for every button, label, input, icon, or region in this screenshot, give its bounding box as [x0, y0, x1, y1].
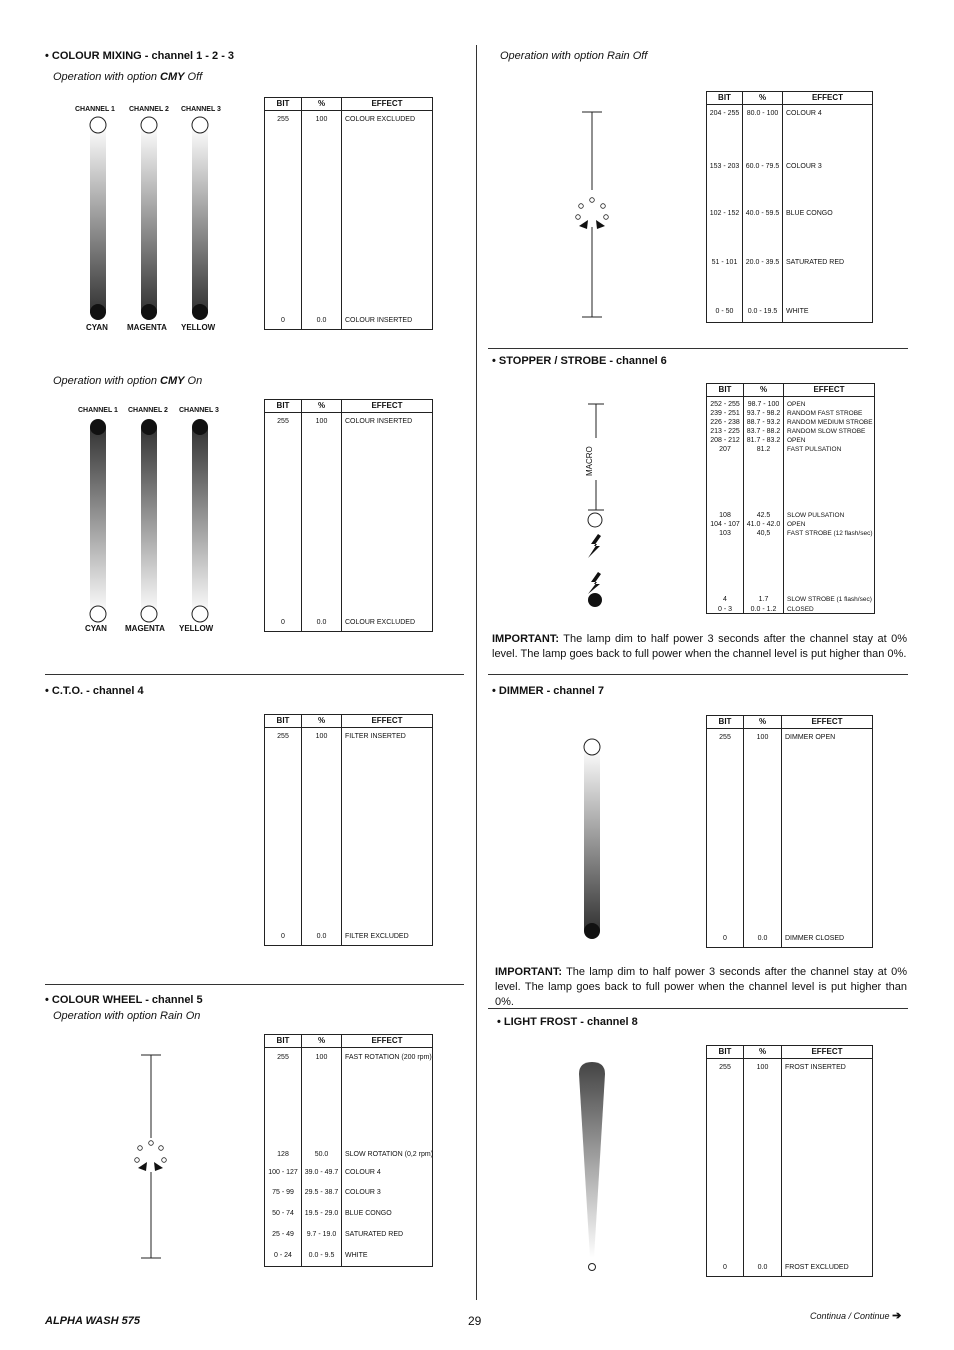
table-cell: COLOUR 4: [786, 110, 822, 117]
table-cell: 255: [719, 734, 731, 741]
table-cell: 0: [723, 935, 727, 942]
bit-header: BIT: [707, 1046, 744, 1059]
table-cell: COLOUR EXCLUDED: [345, 116, 416, 123]
column-divider: [476, 45, 477, 1300]
table-cell: SLOW ROTATION (0,2 rpm): [345, 1151, 434, 1158]
table-cell: FILTER INSERTED: [345, 733, 406, 740]
divider: [45, 674, 464, 675]
arrow-right-icon: ➔: [892, 1310, 902, 1322]
bit-header: BIT: [265, 98, 302, 111]
table-cell: 100: [315, 418, 328, 425]
table-cell: 108: [719, 512, 731, 519]
table-cell: 0.0: [757, 1264, 768, 1271]
table-cell: 153 - 203: [709, 163, 740, 170]
table-cell: DIMMER CLOSED: [785, 935, 845, 942]
magenta-label: MAGENTA: [125, 624, 165, 633]
product-name: ALPHA WASH 575: [45, 1315, 140, 1327]
channel-1-label: CHANNEL 1: [75, 106, 115, 113]
table-cell: 204 - 255: [709, 110, 740, 117]
bit-header: BIT: [265, 400, 302, 413]
light-frost-heading: • LIGHT FROST - channel 8: [497, 1016, 638, 1028]
table-cell: 100: [315, 733, 328, 740]
table-cell: 207: [719, 446, 731, 453]
stopper-diagram: [576, 398, 616, 614]
table-cell: FAST ROTATION (200 rpm): [345, 1054, 432, 1061]
table-cell: FROST INSERTED: [785, 1064, 846, 1071]
table-cell: SLOW STROBE (1 flash/sec): [787, 596, 872, 603]
yellow-label: YELLOW: [179, 624, 214, 633]
table-cell: 9.7 - 19.0: [306, 1231, 337, 1238]
percent-header: %: [744, 384, 784, 397]
table-cell: FROST EXCLUDED: [785, 1264, 849, 1271]
percent-header: %: [302, 1035, 342, 1048]
effect-header: EFFECT: [342, 98, 433, 111]
table-cell: CLOSED: [787, 606, 814, 613]
table-cell: 83.7 - 88.2: [746, 428, 781, 435]
table-cell: DIMMER OPEN: [785, 734, 836, 741]
table-cell: 226 - 238: [710, 419, 740, 426]
table-cell: 100 - 127: [268, 1169, 298, 1176]
table-cell: 100: [315, 116, 328, 123]
table-cell: 0: [723, 1264, 727, 1271]
yellow-label: YELLOW: [181, 323, 216, 332]
stopper-strobe-table: [706, 383, 875, 614]
table-cell: 40,5: [756, 530, 771, 537]
table-cell: 25 - 49: [272, 1231, 294, 1238]
table-cell: 19.5 - 29.0: [304, 1210, 339, 1217]
rain-off-subtitle: Operation with option Rain Off: [500, 50, 648, 62]
percent-header: %: [744, 1046, 782, 1059]
table-cell: 104 - 107: [710, 521, 740, 528]
channel-3-label: CHANNEL 3: [181, 106, 221, 113]
effect-header: EFFECT: [342, 715, 433, 728]
table-cell: 20.0 - 39.5: [745, 259, 780, 266]
cmy-off-subtitle: Operation with option CMY Off: [53, 71, 203, 83]
rain-off-table: [706, 91, 873, 323]
effect-header: EFFECT: [342, 400, 433, 413]
percent-header: %: [302, 715, 342, 728]
table-cell: 0 - 24: [274, 1252, 292, 1259]
percent-header: %: [302, 400, 342, 413]
table-cell: COLOUR 4: [345, 1169, 381, 1176]
channel-2-label: CHANNEL 2: [129, 106, 169, 113]
channel-3-label: CHANNEL 3: [179, 407, 219, 414]
table-cell: COLOUR 3: [345, 1189, 381, 1196]
important-note-2: IMPORTANT: The lamp dim to half power 3 seconds after the channel stay at 0% level. The lamp goes back to full power when the channel level is put higher than 0%.: [495, 966, 907, 1008]
table-cell: 208 - 212: [710, 437, 740, 444]
effect-header: EFFECT: [342, 1035, 433, 1048]
table-cell: COLOUR INSERTED: [345, 418, 413, 425]
table-cell: 0.0: [316, 619, 327, 626]
table-cell: 0 - 3: [717, 606, 732, 613]
table-cell: 81.7 - 83.2: [746, 437, 781, 444]
table-cell: 255: [719, 1064, 731, 1071]
table-cell: 41.0 - 42.0: [746, 521, 781, 528]
table-cell: BLUE CONGO: [345, 1210, 392, 1217]
table-cell: 0: [281, 933, 285, 940]
dimmer-table: [706, 715, 873, 948]
table-cell: WHITE: [786, 308, 809, 315]
cto-heading: • C.T.O. - channel 4: [45, 685, 144, 697]
table-cell: FILTER EXCLUDED: [345, 933, 409, 940]
table-cell: OPEN: [787, 521, 806, 528]
table-cell: COLOUR INSERTED: [345, 317, 413, 324]
table-cell: RANDOM SLOW STROBE: [787, 428, 866, 435]
table-cell: RANDOM MEDIUM STROBE: [787, 419, 873, 426]
table-cell: 75 - 99: [272, 1189, 294, 1196]
rain-on-subtitle: Operation with option Rain On: [53, 1010, 201, 1022]
table-cell: 80.0 - 100: [746, 110, 779, 117]
table-cell: 40.0 - 59.5: [745, 210, 780, 217]
table-cell: 255: [277, 733, 289, 740]
table-cell: 103: [719, 530, 731, 537]
table-cell: OPEN: [787, 437, 806, 444]
continue-label: Continua / Continue ➔: [810, 1310, 902, 1322]
frost-wedge: [575, 1058, 609, 1276]
colour-wheel-table: [264, 1034, 433, 1267]
percent-header: %: [302, 98, 342, 111]
cmy-on-subtitle: Operation with option CMY On: [53, 375, 203, 387]
frost-table: [706, 1045, 873, 1277]
divider: [488, 1008, 908, 1009]
table-cell: 0.0 - 19.5: [747, 308, 778, 315]
channel-1-label: CHANNEL 1: [78, 407, 118, 414]
table-cell: 213 - 225: [710, 428, 740, 435]
dimmer-heading: • DIMMER - channel 7: [492, 685, 605, 697]
table-cell: 51 - 101: [711, 259, 738, 266]
table-cell: 39.0 - 49.7: [304, 1169, 339, 1176]
table-cell: 29.5 - 38.7: [304, 1189, 339, 1196]
table-cell: 42.5: [756, 512, 771, 519]
table-cell: 0: [281, 619, 285, 626]
effect-header: EFFECT: [782, 1046, 873, 1059]
table-cell: 0.0: [316, 933, 327, 940]
effect-header: EFFECT: [783, 92, 873, 105]
bit-header: BIT: [707, 92, 743, 105]
table-cell: FAST PULSATION: [787, 446, 842, 453]
table-cell: SATURATED RED: [345, 1231, 404, 1238]
table-cell: 100: [315, 1054, 328, 1061]
effect-header: EFFECT: [784, 384, 875, 397]
table-cell: COLOUR EXCLUDED: [345, 619, 416, 626]
cyan-label: CYAN: [85, 624, 107, 633]
table-cell: 0.0: [757, 935, 768, 942]
colour-wheel-heading: • COLOUR WHEEL - channel 5: [45, 994, 203, 1006]
table-cell: SATURATED RED: [786, 259, 845, 266]
percent-header: %: [744, 716, 782, 729]
magenta-label: MAGENTA: [127, 323, 167, 332]
cmy-on-table: [264, 399, 433, 632]
table-cell: 0.0 - 9.5: [308, 1252, 335, 1259]
colour-wheel-diagram: [130, 1050, 175, 1265]
table-cell: OPEN: [787, 401, 806, 408]
channel-2-label: CHANNEL 2: [128, 407, 168, 414]
table-cell: COLOUR 3: [786, 163, 822, 170]
dimmer-fader: [578, 735, 608, 945]
table-cell: 255: [277, 116, 289, 123]
table-cell: FAST STROBE (12 flash/sec): [787, 530, 873, 537]
table-cell: 81.2: [756, 446, 771, 453]
table-cell: WHITE: [345, 1252, 368, 1259]
colour-mixing-heading: • COLOUR MIXING - channel 1 - 2 - 3: [45, 50, 235, 62]
table-cell: 4: [723, 596, 727, 603]
cmy-off-table: [264, 97, 433, 330]
table-cell: 0 - 50: [715, 308, 734, 315]
table-cell: 0.0 - 1.2: [750, 606, 777, 613]
table-cell: 100: [756, 1064, 769, 1071]
table-cell: 100: [756, 734, 769, 741]
table-cell: RANDOM FAST STROBE: [787, 410, 863, 417]
table-cell: 93.7 - 98.2: [746, 410, 781, 417]
table-cell: 98.7 - 100: [747, 401, 780, 408]
rain-off-diagram: [570, 105, 615, 325]
bit-header: BIT: [707, 716, 744, 729]
divider: [45, 984, 464, 985]
bit-header: BIT: [265, 1035, 302, 1048]
table-cell: 50 - 74: [272, 1210, 294, 1217]
percent-header: %: [743, 92, 783, 105]
bit-header: BIT: [707, 384, 744, 397]
cmy-on-faders: [70, 400, 240, 635]
table-cell: 0: [281, 317, 285, 324]
table-cell: 252 - 255: [710, 401, 740, 408]
cyan-label: CYAN: [86, 323, 108, 332]
table-cell: 128: [277, 1151, 289, 1158]
divider: [488, 348, 908, 349]
table-cell: 50.0: [314, 1151, 329, 1158]
table-cell: 239 - 251: [710, 410, 740, 417]
table-cell: SLOW PULSATION: [787, 512, 845, 519]
divider: [488, 674, 908, 675]
table-cell: 255: [277, 1054, 289, 1061]
table-cell: 60.0 - 79.5: [745, 163, 780, 170]
bit-header: BIT: [265, 715, 302, 728]
effect-header: EFFECT: [782, 716, 873, 729]
table-cell: 1.7: [758, 596, 769, 603]
page-number: 29: [468, 1314, 482, 1328]
important-note-1: IMPORTANT: The lamp dim to half power 3 seconds after the channel stay at 0% level. The lamp goes back to full power when the channel level is put higher than 0%.: [492, 633, 907, 660]
stopper-strobe-heading: • STOPPER / STROBE - channel 6: [492, 355, 667, 367]
cmy-off-faders: [70, 100, 240, 335]
table-cell: 0.0: [316, 317, 327, 324]
table-cell: BLUE CONGO: [786, 210, 833, 217]
table-cell: 88.7 - 93.2: [746, 419, 781, 426]
cto-table: [264, 714, 433, 946]
table-cell: 102 - 152: [709, 210, 740, 217]
table-cell: 255: [277, 418, 289, 425]
